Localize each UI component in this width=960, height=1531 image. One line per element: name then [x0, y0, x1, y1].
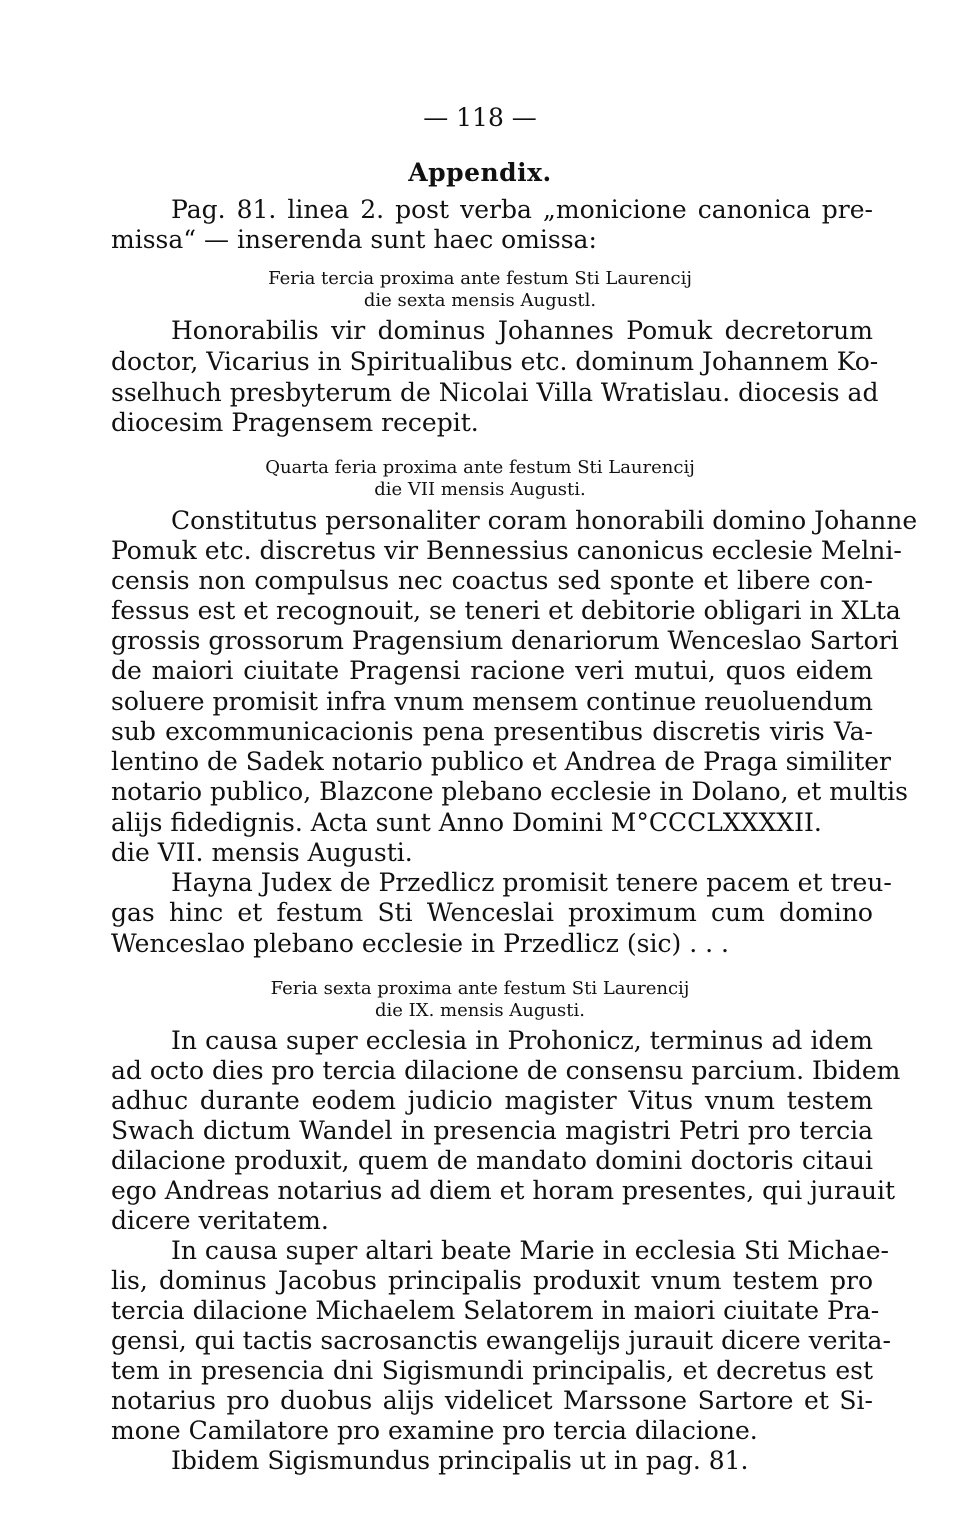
paragraph-line: Hayna Judex de Przedlicz promisit tenere pacem et treu- — [171, 868, 892, 897]
paragraph-line: lis, dominus Jacobus principalis produxit vnum testem pro — [111, 1266, 873, 1295]
paragraph-line: mone Camilatore pro examine pro tercia dilacione. — [111, 1416, 758, 1445]
paragraph-line: Wenceslao plebano ecclesie in Przedlicz (sic) . . . — [111, 929, 729, 958]
paragraph-line: ad octo dies pro tercia dilacione de consensu parcium. Ibidem — [111, 1056, 901, 1085]
paragraph-line: In causa super ecclesia in Prohonicz, terminus ad idem — [171, 1026, 873, 1055]
paragraph-line: Swach dictum Wandel in presencia magistri Petri pro tercia — [111, 1116, 873, 1145]
paragraph-line: sselhuch presbyterum de Nicolai Villa Wratislau. diocesis ad — [111, 378, 879, 407]
intro-line: missa“ — inserenda sunt haec omissa: — [111, 225, 597, 254]
paragraph-line: doctor, Vicarius in Spiritualibus etc. dominum Johannem Ko- — [111, 347, 879, 376]
entry-date-line: die VII mensis Augusti. — [374, 479, 586, 500]
paragraph-line: notarius pro duobus alijs videlicet Marssone Sartore et Si- — [111, 1386, 873, 1415]
paragraph-line: adhuc durante eodem judicio magister Vitus vnum testem — [111, 1086, 873, 1115]
entry-date-line: Quarta feria proxima ante festum Sti Laurencij — [265, 457, 695, 478]
paragraph-line: gensi, qui tactis sacrosanctis ewangelijs jurauit dicere verita- — [111, 1326, 891, 1355]
paragraph-line: tercia dilacione Michaelem Selatorem in maiori ciuitate Pra- — [111, 1296, 880, 1325]
entry-date-line: die sexta mensis Augustl. — [363, 290, 597, 311]
paragraph-line: Ibidem Sigismundus principalis ut in pag. 81. — [171, 1446, 749, 1475]
paragraph-line: soluere promisit infra vnum mensem continue reuoluendum — [111, 687, 873, 716]
paragraph-line: In causa super altari beate Marie in ecclesia Sti Michae- — [171, 1236, 889, 1265]
intro-line: Pag. 81. linea 2. post verba „monicione canonica pre- — [171, 195, 873, 224]
paragraph-line: tem in presencia dni Sigismundi principalis, et decretus est — [111, 1356, 873, 1385]
paragraph-line: diocesim Pragensem recepit. — [111, 408, 479, 437]
paragraph-line: grossis grossorum Pragensium denariorum Wenceslao Sartori — [111, 626, 899, 655]
paragraph-line: alijs fidedignis. Acta sunt Anno Domini M°CCCLXXXXII. — [111, 808, 822, 837]
section-heading: Appendix. — [408, 158, 552, 187]
paragraph-line: dilacione produxit, quem de mandato domini doctoris citaui — [111, 1146, 873, 1175]
paragraph-line: Constitutus personaliter coram honorabili domino Johanne — [171, 506, 918, 535]
page-number: — 118 — — [423, 103, 537, 132]
paragraph-line: de maiori ciuitate Pragensi racione veri mutui, quos eidem — [111, 656, 873, 685]
paragraph-line: sub excommunicacionis pena presentibus discretis viris Va- — [111, 717, 873, 746]
entry-date-line: Feria tercia proxima ante festum Sti Laurencij — [268, 268, 692, 289]
paragraph-line: ego Andreas notarius ad diem et horam presentes, qui jurauit — [111, 1176, 895, 1205]
paragraph-line: Honorabilis vir dominus Johannes Pomuk decretorum — [171, 316, 873, 345]
paragraph-line: die VII. mensis Augusti. — [111, 838, 413, 867]
paragraph-line: censis non compulsus nec coactus sed sponte et libere con- — [111, 566, 873, 595]
paragraph-line: Pomuk etc. discretus vir Bennessius canonicus ecclesie Melni- — [111, 536, 902, 565]
paragraph-line: lentino de Sadek notario publico et Andrea de Praga similiter — [111, 747, 891, 776]
paragraph-line: dicere veritatem. — [111, 1206, 329, 1235]
paragraph-line: gas hinc et festum Sti Wenceslai proximum cum domino — [111, 898, 873, 927]
entry-date-line: die IX. mensis Augusti. — [375, 1000, 585, 1021]
paragraph-line: fessus est et recognouit, se teneri et debitorie obligari in XLta — [111, 596, 901, 625]
paragraph-line: notario publico, Blazcone plebano ecclesie in Dolano, et multis — [111, 777, 908, 806]
entry-date-line: Feria sexta proxima ante festum Sti Laurencij — [270, 978, 690, 999]
